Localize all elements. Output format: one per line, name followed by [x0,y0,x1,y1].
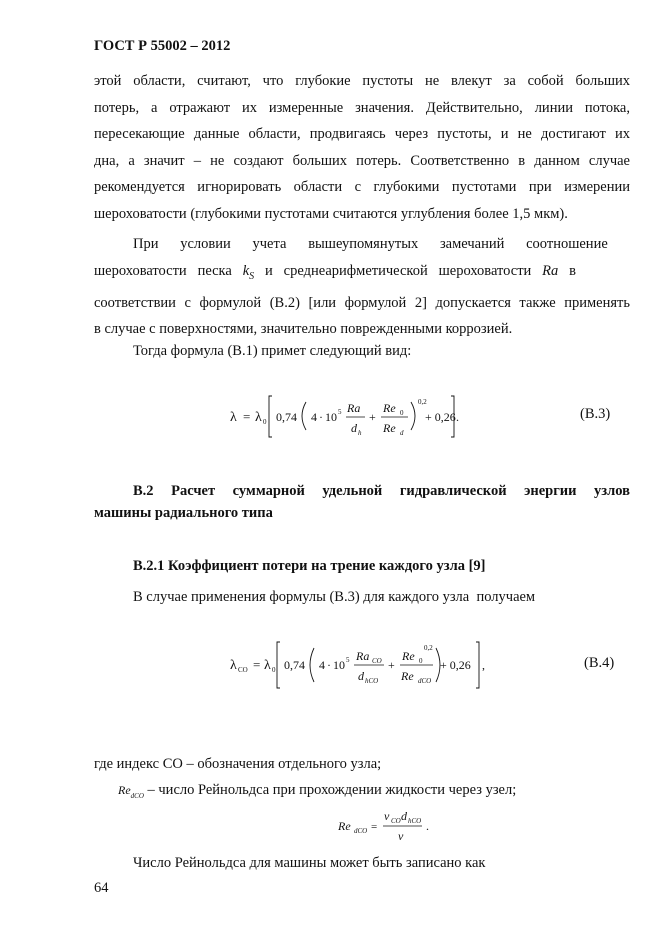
d-subscript: hCO [408,817,422,825]
right-bracket [476,642,479,688]
re0-numerator: Re [402,649,415,663]
factor-four: 4 [319,658,325,672]
formula-b4 [224,640,490,699]
factor-four: 4 [311,410,317,424]
text-line: этой области, считают, что глубокие пустоты не влекут за собой больших [94,73,630,89]
red-denominator: Re [401,669,414,683]
exponent: 0,2 [418,398,427,406]
multiply-dot: · [319,410,323,424]
red-subscript: d [400,429,404,437]
where-index-line: где индекс СО – обозначения отдельного узла; [94,756,382,772]
lambda-co-symbol: λ [230,658,237,673]
re0-subscript: 0 [400,409,404,417]
lambda0-symbol: λ [264,658,271,673]
text-line: пересекающие данные области, продвигаясь через пустоты, и не достигают их [94,126,630,142]
period: . [456,410,459,424]
plus-constant: + 0,26 [440,658,471,672]
text-line: в случае с поверхностями, значительно поврежденными коррозией. [94,321,513,338]
power-five: 5 [346,656,350,664]
plus-sign: + [388,658,395,672]
comma: , [482,658,485,672]
text-line [94,258,630,290]
v-subscript: CO [391,817,401,825]
formula-b4-svg [224,640,490,694]
section-heading-b21: В.2.1 Коэффициент потери на трение каждого узла [9] [133,558,486,574]
text-line: соответствии с формулой (В.2) [или формулой 2] допускается также применять [94,294,630,311]
equation-number-b3: (В.3) [580,406,611,422]
formula-reynolds-node [338,806,438,853]
ra-numerator: Ra [356,649,370,663]
plus-sign: + [369,410,376,424]
symbol-re: Re [118,783,131,797]
formula-b3 [220,392,460,447]
lambda0-symbol: λ [255,410,262,425]
exponent: 0,2 [424,644,433,652]
symbol-ra: Ra [542,262,559,279]
text-fragment: шероховатости песка [94,262,243,279]
section-heading-b2: В.2 Расчет суммарной удельной гидравлической энергии узлов [133,483,630,499]
left-bracket [277,642,280,688]
equals-sign: = [243,409,251,424]
period: . [426,819,429,833]
text-line: дна, а значит – не создают больших потерь. Соответственно в данном случае [94,152,630,169]
lambda0-subscript: 0 [263,418,267,426]
plus-constant: + 0,26 [425,410,456,424]
left-paren [302,402,306,430]
text-line: шероховатости (глубокими пустотами считаются углубления более 1,5 мкм). [94,205,568,222]
d-subscript: hCO [365,677,379,685]
coefficient: 0,74 [284,658,305,672]
lambda-co-subscript: CO [238,666,248,674]
paragraph-roughness-ratio [94,231,630,343]
text-fragment: и среднеарифметической шероховатости [254,262,543,279]
re0-numerator: Re [383,401,396,415]
multiply-dot: · [327,658,331,672]
re0-subscript: 0 [419,657,423,665]
lambda0-subscript: 0 [272,666,276,674]
ten: 10 [325,410,337,424]
d-denominator: d [358,669,364,683]
text-line: рекомендуется игнорировать области с глубокими пустотами при измерении [94,179,630,195]
red-denominator: Re [383,421,396,435]
text-line: При условии учета вышеупомянутых замечаний соотношение [133,236,608,252]
v-numerator: v [384,809,390,823]
right-paren [411,402,415,430]
d-numerator: d [401,809,407,823]
ten: 10 [333,658,345,672]
paragraph-voids [94,68,630,227]
ra-numerator: Ra [347,401,361,415]
section-heading-b2-continued: машины радиального типа [94,505,273,521]
red-subscript: dCO [418,677,432,685]
document-header: ГОСТ Р 55002 – 2012 [94,38,231,54]
page-number: 64 [94,880,109,896]
formula-reynolds-svg [338,806,438,848]
re-symbol: Re [338,819,351,833]
paragraph-each-node: В случае применения формулы (В.3) для каждого узла получаем [133,589,536,605]
left-paren [310,648,314,682]
text-fragment: в [558,262,577,279]
coefficient: 0,74 [276,410,297,424]
lambda-symbol: λ [230,410,237,425]
text-fragment: – число Рейнольдса при прохождении жидкости через узел; [143,782,517,798]
equals-sign: = [253,657,261,672]
formula-b3-svg [220,392,460,442]
left-bracket [269,396,272,437]
symbol-re-subscript: dCO [130,791,144,800]
equals-sign: = [371,821,378,833]
d-denominator: d [351,421,357,435]
where-reynolds-line [118,782,516,800]
nu-denominator: ν [398,829,404,843]
d-subscript: h [358,429,362,437]
text-line: потерь, а отражают их измеренные значения. Действительно, линии потока, [94,99,630,116]
paragraph-machine-reynolds: Число Рейнольдса для машины может быть записано как [133,855,486,871]
equation-number-b4: (В.4) [584,655,615,671]
power-five: 5 [338,408,342,416]
symbol-ks: k [242,262,250,279]
ra-subscript: CO [372,657,382,665]
paragraph-formula-intro: Тогда формула (В.1) примет следующий вид: [133,343,412,359]
re-subscript: dCO [354,827,368,835]
symbol-ks-subscript: S [249,270,255,282]
